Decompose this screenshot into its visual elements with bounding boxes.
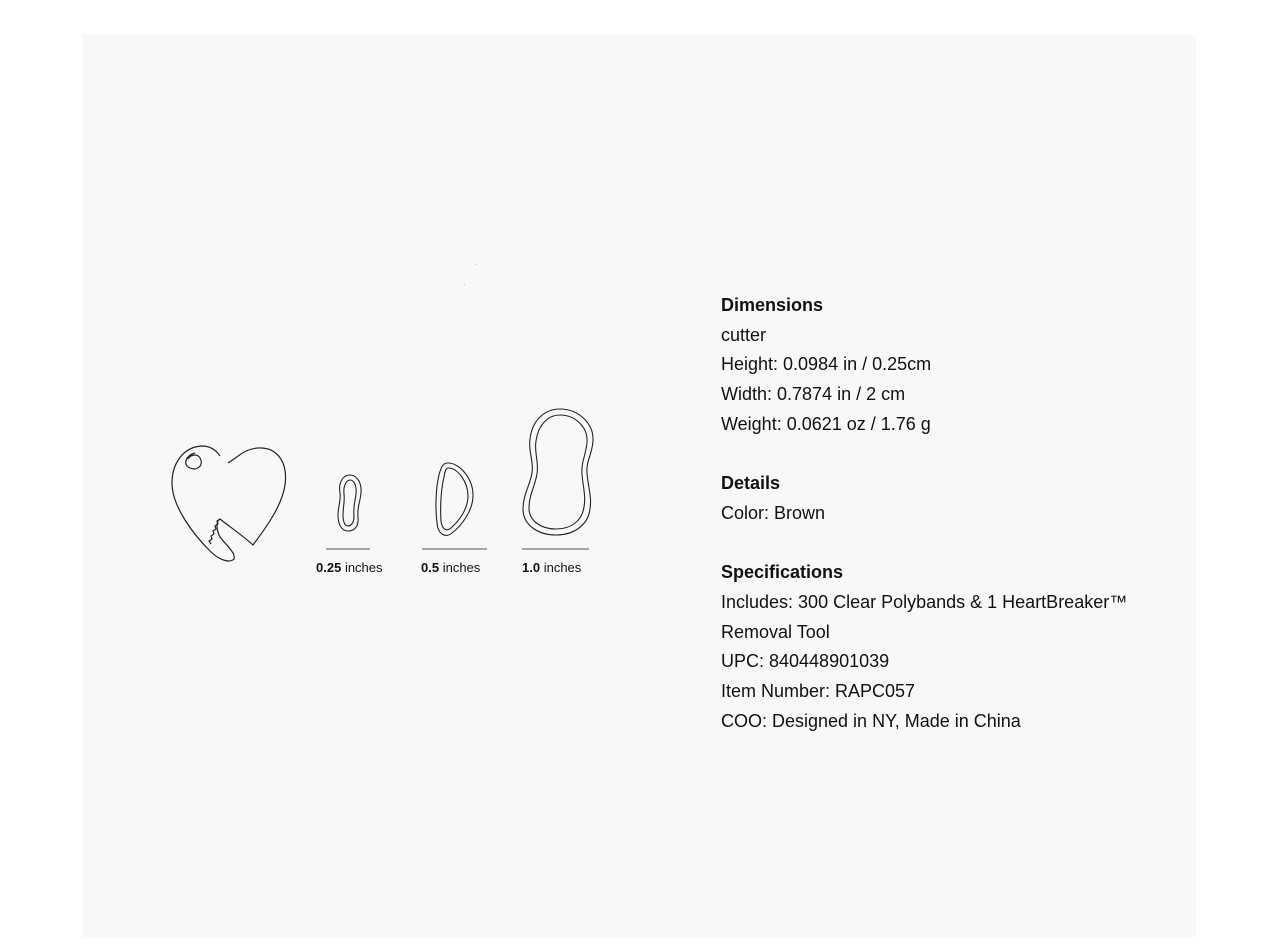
size-value: 0.25	[316, 560, 342, 575]
size-unit: inches	[344, 560, 383, 575]
size-unit: inches	[442, 560, 481, 575]
polyband-medium-icon	[422, 463, 487, 549]
specifications-line: UPC: 840448901039	[721, 651, 890, 672]
specifications-line: Removal Tool	[721, 621, 830, 642]
polyband-small-icon	[326, 475, 370, 549]
dimensions-line: Height: 0.0984 in / 0.25cm	[721, 354, 932, 375]
dimensions-heading: Dimensions	[721, 295, 824, 315]
details-heading: Details	[721, 473, 781, 494]
dimensions-line: cutter	[721, 324, 767, 345]
dust-speck	[464, 284, 465, 285]
section-spacer	[721, 529, 1161, 559]
size-unit: inches	[543, 560, 582, 575]
dust-speck	[475, 264, 476, 265]
heartbreaker-tool-icon	[172, 446, 286, 561]
dimensions-line: Weight: 0.0621 oz / 1.76 g	[721, 413, 931, 434]
specifications-line: COO: Designed in NY, Made in China	[721, 710, 1021, 731]
size-value: 1.0	[522, 560, 541, 575]
section-spacer	[721, 440, 1161, 470]
specifications-line: Item Number: RAPC057	[721, 681, 916, 702]
size-label-small	[316, 560, 383, 575]
size-illustration	[150, 395, 620, 595]
product-specs	[721, 291, 1161, 737]
polyband-large-icon	[522, 409, 593, 549]
size-value: 0.5	[421, 560, 440, 575]
size-label-medium	[421, 560, 480, 575]
dimensions-line: Width: 0.7874 in / 2 cm	[721, 384, 906, 405]
details-line: Color: Brown	[721, 502, 826, 523]
specifications-heading: Specifications	[721, 562, 844, 583]
size-label-large	[522, 560, 581, 575]
specifications-line: Includes: 300 Clear Polybands & 1 HeartBreaker™	[721, 592, 1128, 612]
